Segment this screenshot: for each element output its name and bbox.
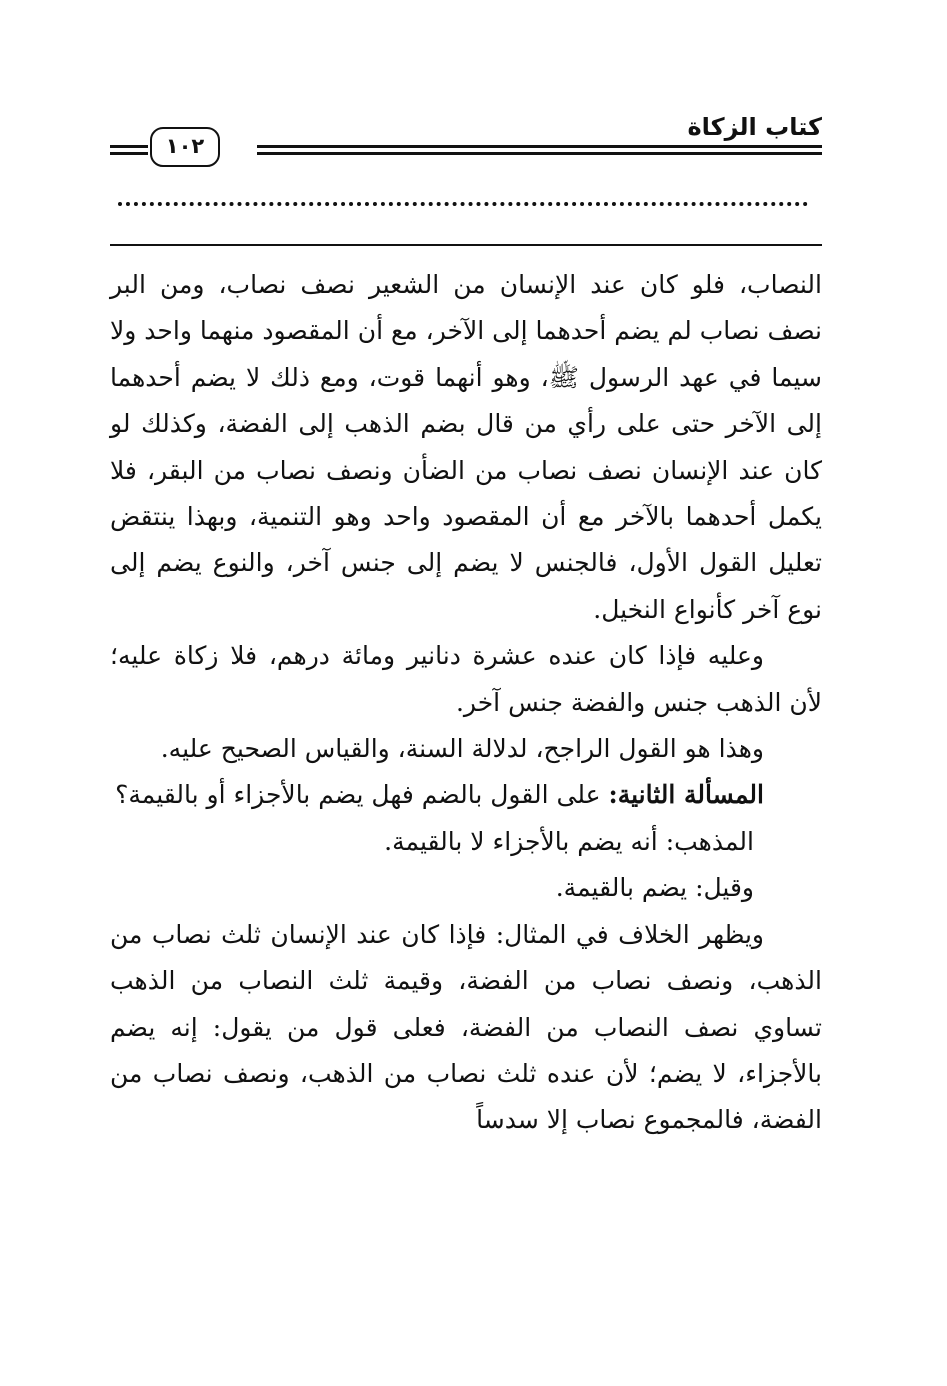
header-rule-left-bottom	[110, 152, 148, 155]
page-number: ١٠٢	[150, 127, 220, 167]
header-rule-left-top	[110, 145, 148, 148]
dotted-separator	[118, 202, 808, 206]
paragraph-text: على القول بالضم فهل يضم بالأجزاء أو بالقيمة؟	[115, 780, 609, 810]
paragraph: وعليه فإذا كان عنده عشرة دنانير ومائة درهم، فلا زكاة عليه؛ لأن الذهب جنس والفضة جنس آخر.	[110, 641, 822, 717]
paragraph: ويظهر الخلاف في المثال: فإذا كان عند الإنسان ثلث نصاب من الذهب، ونصف نصاب من الفضة، وقيمة ثلث النصاب من الذهب تساوي نصف النصاب من الفضة، فعلى قول من يقول: إنه يضم بالأجزاء، لا يضم؛ لأن عنده ثلث نصاب من الذهب، ونصف نصاب من الفضة، فالمجموع نصاب إلا سدساً	[110, 919, 822, 1135]
paragraph: المذهب: أنه يضم بالأجزاء لا بالقيمة.	[384, 826, 754, 856]
paragraph: النصاب، فلو كان عند الإنسان من الشعير نصف نصاب، ومن البر نصف نصاب لم يضم أحدهما إلى الآخر، مع أن المقصود منهما واحد ولا سيما في عهد الرسول ﷺ، وهو أنهما قوت، ومع ذلك لا يضم أحدهما إلى الآخر حتى على رأي من قال بضم الذهب إلى الفضة، وكذلك لو كان عند الإنسان نصف نصاب من الضأن ونصف نصاب من البقر، فلا يكمل أحدهما بالآخر مع أن المقصود واحد وهو التنمية، وبهذا ينتقض تعليل القول الأول، فالجنس لا يضم إلى جنس آخر، والنوع يضم إلى نوع آخر كأنواع النخيل.	[110, 270, 822, 624]
paragraph	[110, 772, 822, 818]
page-header	[110, 108, 822, 168]
book-title: كتاب الزكاة	[687, 113, 822, 141]
paragraph: وهذا هو القول الراجح، لدلالة السنة، والقياس الصحيح عليه.	[160, 734, 764, 764]
issue-heading: المسألة الثانية:	[608, 780, 764, 810]
header-rule-right-bottom	[257, 152, 822, 155]
separator-line	[110, 244, 822, 246]
paragraph: وقيل: يضم بالقيمة.	[555, 873, 754, 903]
body-text	[110, 262, 822, 1144]
header-rule-right-top	[257, 145, 822, 148]
